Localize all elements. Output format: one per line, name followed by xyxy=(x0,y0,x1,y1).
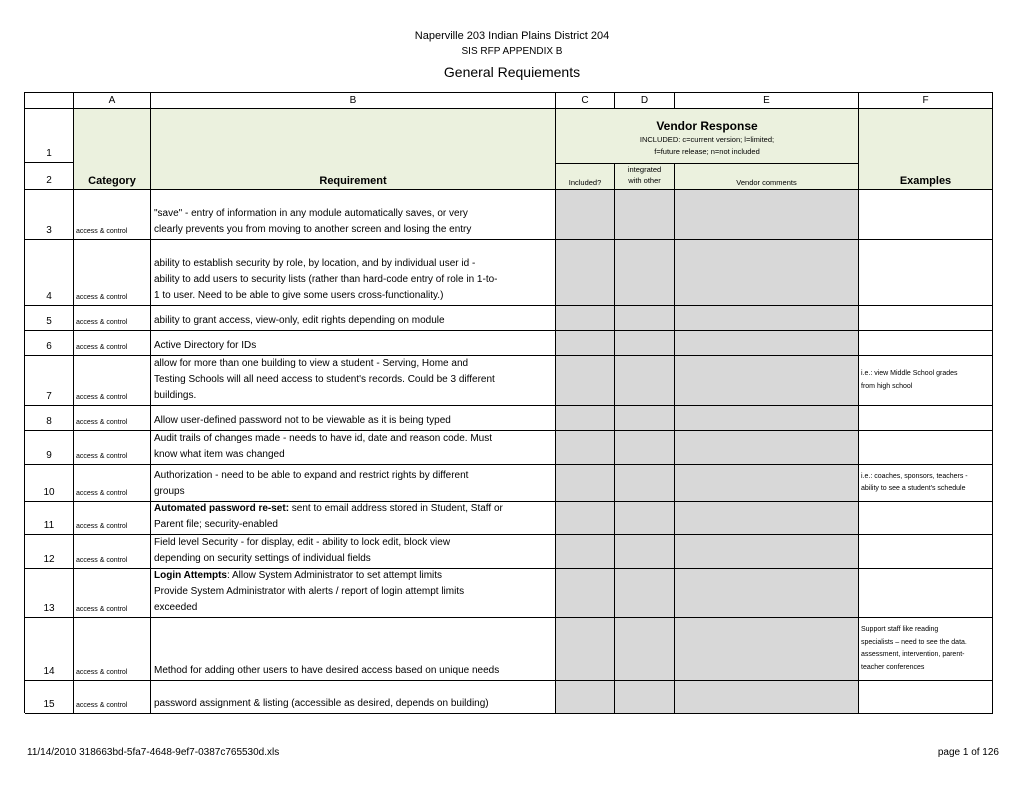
requirement-cell xyxy=(151,406,556,431)
integrated-input-cell[interactable] xyxy=(615,535,675,569)
requirement-cell xyxy=(151,502,556,535)
requirement-text: Allow user-defined password not to be viewable as it is being typed xyxy=(154,415,451,426)
included-input-cell[interactable] xyxy=(556,535,615,569)
column-letter: D xyxy=(640,95,649,106)
column-header-d[interactable] xyxy=(615,93,675,109)
category-text: access & control xyxy=(76,344,128,351)
requirement-text-block xyxy=(154,569,553,616)
header-appendix: SIS RFP APPENDIX B xyxy=(461,46,563,57)
examples-cell xyxy=(859,306,993,331)
column-letter: F xyxy=(922,95,929,106)
examples-cell xyxy=(859,431,993,465)
requirement-bold-lead: Automated password re-set: xyxy=(154,503,290,514)
column-header-b[interactable] xyxy=(151,93,556,109)
footer-page-number: page 1 of 126 xyxy=(937,747,999,758)
row-number-text: 2 xyxy=(46,175,52,186)
corner-cell xyxy=(25,93,74,109)
requirement-cell xyxy=(151,306,556,331)
requirement-text: sent to email address stored in Student, Staff or Parent file; security-enabled xyxy=(154,503,503,530)
vendor-comments-input-cell[interactable] xyxy=(675,681,859,714)
row-number-2 xyxy=(25,163,74,190)
vendor-comments-input-cell[interactable] xyxy=(675,406,859,431)
vendor-comments-input-cell[interactable] xyxy=(675,356,859,406)
category-cell xyxy=(74,502,151,535)
category-text: access & control xyxy=(76,606,128,613)
category-cell xyxy=(74,331,151,356)
vendor-comments-input-cell[interactable] xyxy=(675,502,859,535)
examples-cell xyxy=(859,406,993,431)
row-number-text: 8 xyxy=(46,416,52,427)
category-cell xyxy=(74,406,151,431)
column-header-f[interactable] xyxy=(859,93,993,109)
category-text: access & control xyxy=(76,523,128,530)
category-cell xyxy=(74,306,151,331)
requirement-text-block xyxy=(154,313,553,329)
row-number-10 xyxy=(25,465,74,502)
requirement-text-block xyxy=(154,256,553,304)
row-number-text: 13 xyxy=(43,603,55,614)
category-cell xyxy=(74,356,151,406)
examples-cell xyxy=(859,681,993,714)
row-number-text: 12 xyxy=(43,554,55,565)
row-number-text: 4 xyxy=(46,291,52,302)
requirement-text: Method for adding other users to have desired access based on unique needs xyxy=(154,665,500,676)
column-header-a[interactable] xyxy=(74,93,151,109)
vendor-response-title: Vendor Response xyxy=(656,119,758,133)
requirement-cell xyxy=(151,681,556,714)
examples-cell xyxy=(859,535,993,569)
included-input-cell[interactable] xyxy=(556,431,615,465)
row-number-text: 6 xyxy=(46,341,52,352)
included-input-cell[interactable] xyxy=(556,618,615,681)
included-input-cell[interactable] xyxy=(556,240,615,306)
column-letter: C xyxy=(581,95,589,106)
requirement-text: Authorization - need to be able to expand and restrict rights by different groups xyxy=(154,470,469,497)
category-cell xyxy=(74,465,151,502)
included-input-cell[interactable] xyxy=(556,502,615,535)
requirement-cell xyxy=(151,465,556,502)
integrated-header-line-2: with other xyxy=(628,176,661,185)
requirement-header-text: Requirement xyxy=(319,175,387,187)
included-input-cell[interactable] xyxy=(556,356,615,406)
examples-cell xyxy=(859,502,993,535)
requirements-table xyxy=(24,92,993,713)
row-number-text: 1 xyxy=(46,148,52,159)
requirement-text-block xyxy=(154,356,553,404)
integrated-input-cell[interactable] xyxy=(615,465,675,502)
vendor-comments-input-cell[interactable] xyxy=(675,569,859,618)
category-text: access & control xyxy=(76,419,128,426)
row-number-7 xyxy=(25,356,74,406)
category-text: access & control xyxy=(76,702,128,709)
included-legend-line-2: f=future release; n=not included xyxy=(654,147,760,156)
example-text: Support staff like reading specialists – need to see the data. assessment, intervention, parent- teacher conferences xyxy=(861,626,967,671)
integrated-header xyxy=(615,164,675,190)
row-number-text: 7 xyxy=(46,391,52,402)
row-number-13 xyxy=(25,569,74,618)
vendor-comments-input-cell[interactable] xyxy=(675,535,859,569)
included-input-cell[interactable] xyxy=(556,331,615,356)
vendor-comments-input-cell[interactable] xyxy=(675,618,859,681)
category-text: access & control xyxy=(76,490,128,497)
column-letter: E xyxy=(763,95,770,106)
row-number-5 xyxy=(25,306,74,331)
integrated-input-cell[interactable] xyxy=(615,331,675,356)
included-input-cell[interactable] xyxy=(556,306,615,331)
integrated-input-cell[interactable] xyxy=(615,502,675,535)
row-number-1 xyxy=(25,109,74,163)
requirement-text-block xyxy=(154,696,553,712)
row-number-text: 9 xyxy=(46,450,52,461)
row-number-text: 11 xyxy=(43,520,55,531)
requirement-text: Audit trails of changes made - needs to have id, date and reason code. Must know what item was changed xyxy=(154,433,492,460)
example-text: i.e.: coaches, sponsors, teachers - ability to see a student's schedule xyxy=(861,472,968,492)
row-number-12 xyxy=(25,535,74,569)
vendor-comments-input-cell[interactable] xyxy=(675,431,859,465)
requirement-cell xyxy=(151,535,556,569)
requirement-text: ability to grant access, view-only, edit rights depending on module xyxy=(154,315,445,326)
vendor-comments-input-cell[interactable] xyxy=(675,240,859,306)
examples-cell xyxy=(859,465,993,502)
integrated-input-cell[interactable] xyxy=(615,306,675,331)
vendor-response-header xyxy=(556,109,859,164)
requirement-text-block xyxy=(154,468,553,500)
footer-file-info: 11/14/2010 318663bd-5fa7-4648-9ef7-0387c765530d.xls xyxy=(27,747,280,758)
included-legend-line-1: INCLUDED: c=current version; l=limited; xyxy=(639,135,775,144)
category-text: access & control xyxy=(76,294,128,301)
requirement-text: : Allow System Administrator to set attempt limits Provide System Administrator with alerts / report of login attempt limits exceeded xyxy=(154,570,465,613)
integrated-input-cell[interactable] xyxy=(615,190,675,240)
page-title: General Requiements xyxy=(443,64,581,80)
requirement-text-block xyxy=(154,431,553,463)
vendor-comments-header-text: Vendor comments xyxy=(736,178,797,187)
category-cell xyxy=(74,535,151,569)
row-number-11 xyxy=(25,502,74,535)
integrated-input-cell[interactable] xyxy=(615,406,675,431)
header-district: Naperville 203 Indian Plains District 204 xyxy=(414,30,610,42)
example-text: i.e.: view Middle School grades from high school xyxy=(861,370,958,390)
requirement-cell xyxy=(151,190,556,240)
requirement-text: Active Directory for IDs xyxy=(154,340,257,351)
category-cell xyxy=(74,618,151,681)
requirement-text: Field level Security - for display, edit - ability to lock edit, block view depending on security settings of individual fields xyxy=(154,537,451,564)
included-input-cell[interactable] xyxy=(556,465,615,502)
requirement-cell xyxy=(151,240,556,306)
category-cell xyxy=(74,190,151,240)
row-number-text: 14 xyxy=(43,666,55,677)
included-header xyxy=(556,164,615,190)
category-text: access & control xyxy=(76,453,128,460)
row-number-text: 10 xyxy=(43,487,55,498)
requirement-text-block xyxy=(154,502,553,533)
row-number-8 xyxy=(25,406,74,431)
vendor-comments-input-cell[interactable] xyxy=(675,465,859,502)
integrated-header-line-1: integrated xyxy=(627,165,662,174)
integrated-input-cell[interactable] xyxy=(615,356,675,406)
category-text: access & control xyxy=(76,319,128,326)
column-header-e[interactable] xyxy=(675,93,859,109)
category-text: access & control xyxy=(76,394,128,401)
examples-header-text: Examples xyxy=(899,175,952,187)
row-number-text: 5 xyxy=(46,316,52,327)
included-input-cell[interactable] xyxy=(556,190,615,240)
vendor-comments-input-cell[interactable] xyxy=(675,190,859,240)
row-number-15 xyxy=(25,681,74,714)
integrated-input-cell[interactable] xyxy=(615,569,675,618)
included-input-cell[interactable] xyxy=(556,681,615,714)
examples-cell xyxy=(859,569,993,618)
requirement-cell xyxy=(151,431,556,465)
requirement-text-block xyxy=(154,535,553,567)
vendor-comments-input-cell[interactable] xyxy=(675,306,859,331)
requirement-text-block xyxy=(154,663,553,679)
requirement-header xyxy=(151,109,556,190)
category-cell xyxy=(74,681,151,714)
category-text: access & control xyxy=(76,557,128,564)
integrated-input-cell[interactable] xyxy=(615,618,675,681)
requirement-text: password assignment & listing (accessible as desired, depends on building) xyxy=(154,698,489,709)
included-input-cell[interactable] xyxy=(556,406,615,431)
integrated-input-cell[interactable] xyxy=(615,431,675,465)
examples-header xyxy=(859,109,993,190)
requirement-text: "save" - entry of information in any module automatically saves, or very clearly prevents you from moving to another screen and losing the entry xyxy=(154,208,472,235)
requirement-text-block xyxy=(154,338,553,354)
requirement-cell xyxy=(151,331,556,356)
category-cell xyxy=(74,431,151,465)
examples-cell xyxy=(859,331,993,356)
requirement-cell xyxy=(151,569,556,618)
category-cell xyxy=(74,240,151,306)
row-number-6 xyxy=(25,331,74,356)
column-header-c[interactable] xyxy=(556,93,615,109)
requirement-text-block xyxy=(154,206,553,238)
requirement-bold-lead: Login Attempts xyxy=(154,570,227,581)
examples-cell xyxy=(859,190,993,240)
examples-cell xyxy=(859,240,993,306)
included-input-cell[interactable] xyxy=(556,569,615,618)
row-number-3 xyxy=(25,190,74,240)
examples-cell xyxy=(859,356,993,406)
row-number-text: 3 xyxy=(46,225,52,236)
vendor-comments-header xyxy=(675,164,859,190)
column-letter: A xyxy=(108,95,116,106)
category-header-text: Category xyxy=(88,175,136,187)
requirement-text: allow for more than one building to view a student - Serving, Home and Testing Schools will all need access to student's records. Could be 3 different buildings. xyxy=(154,358,495,401)
category-cell xyxy=(74,569,151,618)
integrated-input-cell[interactable] xyxy=(615,240,675,306)
requirement-cell xyxy=(151,356,556,406)
vendor-comments-input-cell[interactable] xyxy=(675,331,859,356)
examples-cell xyxy=(859,618,993,681)
requirement-text-block xyxy=(154,413,553,429)
row-number-text: 15 xyxy=(43,699,55,710)
category-header xyxy=(74,109,151,190)
category-text: access & control xyxy=(76,228,128,235)
row-number-9 xyxy=(25,431,74,465)
requirement-cell xyxy=(151,618,556,681)
row-number-4 xyxy=(25,240,74,306)
category-text: access & control xyxy=(76,669,128,676)
included-header-text: Included? xyxy=(568,178,602,187)
requirement-text: ability to establish security by role, by location, and by individual user id - ability to add users to security lists (rather than hard-code entry of role in 1-to- 1 to user. Need to be able to give some users cross-functionality.) xyxy=(154,258,498,301)
row-number-14 xyxy=(25,618,74,681)
column-letter: B xyxy=(349,95,357,106)
integrated-input-cell[interactable] xyxy=(615,681,675,714)
